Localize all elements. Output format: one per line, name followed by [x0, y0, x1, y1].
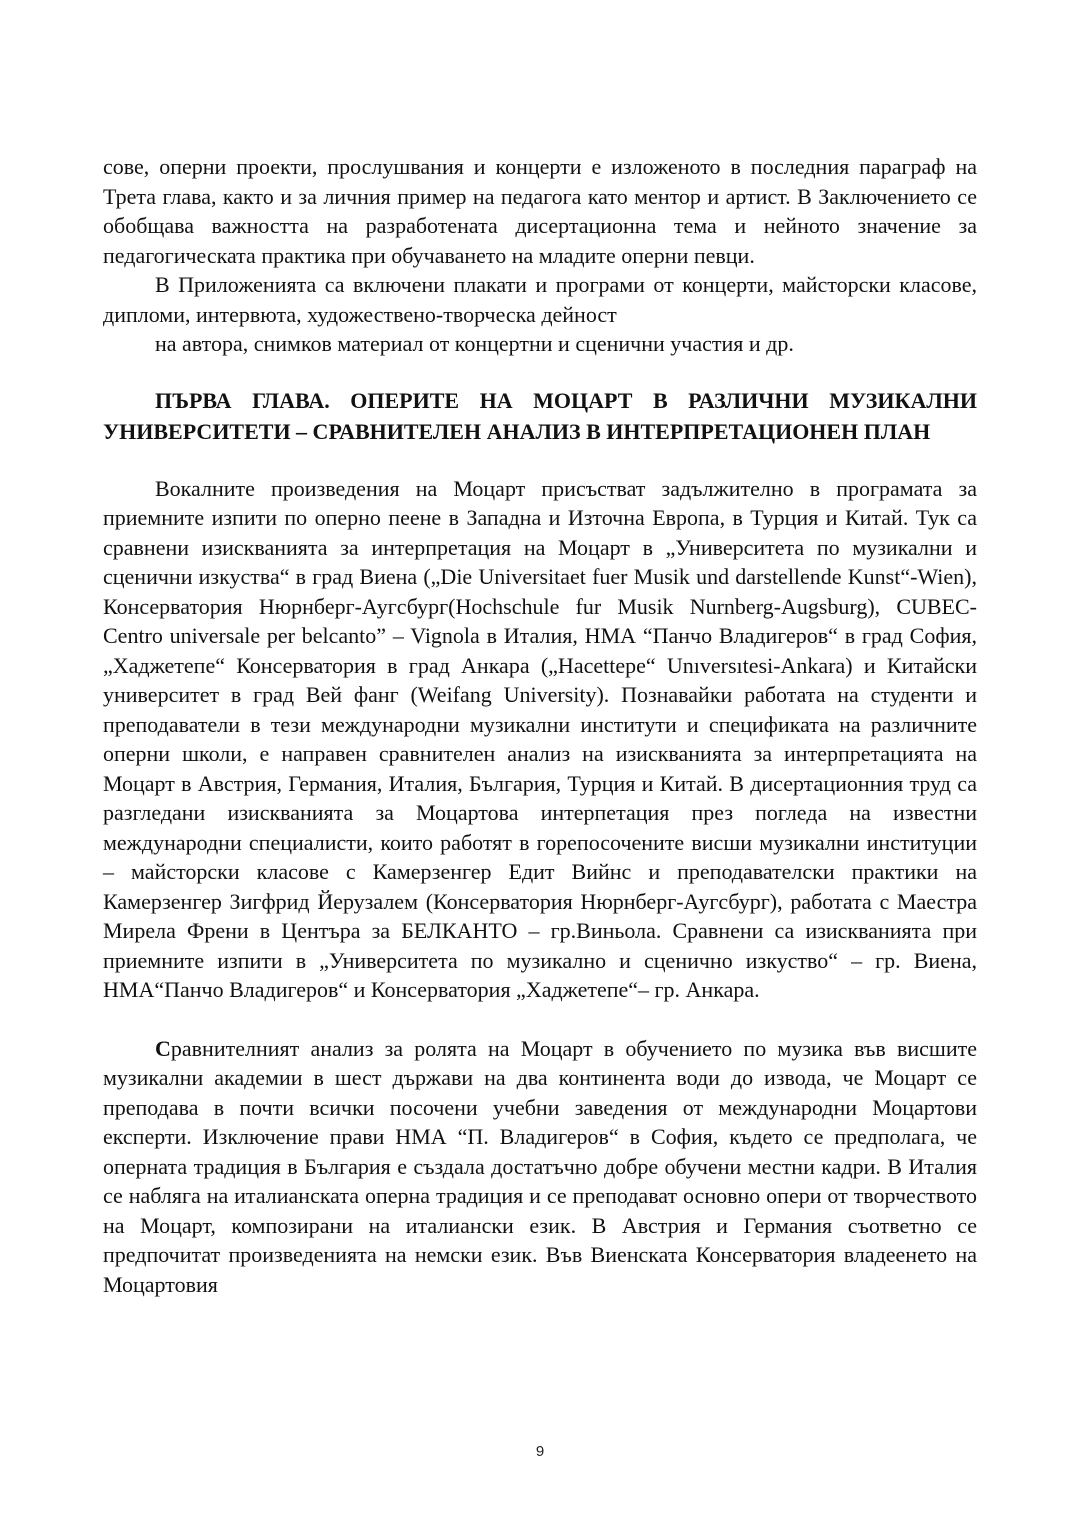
intro-paragraph: сове, оперни проекти, прослушвания и концерти е изложеното в последния параграф на Трета глава, както и за личния пример на педагога като ментор и артист. В Заключението се обобщава важността на разработената дисертационна тема и нейното значение за педагогическата практика при обучаването на младите оперни певци.: [103, 154, 977, 268]
paragraph-spacer: [103, 1005, 977, 1034]
page-number: 9: [535, 1443, 545, 1460]
chapter-heading: ПЪРВА ГЛАВА. ОПЕРИТЕ НА МОЦАРТ В РАЗЛИЧНИ МУЗИКАЛНИ УНИВЕРСИТЕТИ – СРАВНИТЕЛЕН АНАЛИЗ В ИНТЕРПРЕТАЦИОНЕН ПЛАН: [103, 387, 977, 444]
appendix-paragraph-line-2: на автора, снимков материал от концертни и сценични участия и др.: [155, 331, 794, 356]
comparison-first-letter: С: [155, 1035, 171, 1061]
document-page: [103, 152, 977, 1299]
comparison-paragraph: [103, 1034, 977, 1300]
appendix-paragraph-line-1: В Приложенията са включени плакати и програми от концерти, майсторски класове, дипломи, интервюта, художествено-творческа дейност: [103, 272, 977, 327]
chapter-paragraph: Вокалните произведения на Моцарт присъстват задължително в програмата за приемните изпити по оперно пеене в Западна и Източна Европа, в Турция и Китай. Тук са сравнени изискванията за интерпретация на Моцарт в „Университета по музикални и сценични изкуства“ в град Виена („Die Universitaet fuer Musik und darstellende Kunst“-Wien), Консерватория Нюрнберг-Аугсбург(Hochschule fur Musik Nurnberg-Augsburg), CUBEC-Centro universale per belcanto” – Vignola в Италия, НМА “Панчо Владигеров“ в град София, „Хаджетепе“ Консерватория в град Анкара („Hacettepe“ Unıversıtesi-Ankara) и Китайски университет в град Вей фанг (Weifang University). Познавайки работата на студенти и преподаватели в тези международни музикални институти и спецификата на различните оперни школи, е направен сравнителен анализ на изискванията за интерпретацията на Моцарт в Австрия, Германия, Италия, България, Турция и Китай. В дисертационния труд са разгледани изискванията за Моцартова интерпетация през погледа на известни международни специалисти, които работят в горепосочените висши музикални институции – майсторски класове с Камерзенгер Едит Вийнс и преподавателски практики на Камерзенгер Зигфрид Йерузалем (Консерватория Нюрнберг-Аугсбург), работата с Маестра Мирела Френи в Центъра за БЕЛКАНТО – гр.Виньола. Сравнени са изискванията при приемните изпити в „Университета по музикално и сценично изкуство“ – гр. Виена, НМА“Панчо Владигеров“ и Консерватория „Хаджетепе“– гр. Анкара.: [103, 475, 977, 1002]
comparison-paragraph-text: равнителният анализ за ролята на Моцарт в обучението по музика във висшите музикални академии в шест държави на два континента води до извода, че Моцарт се преподава в почти всички посочени учебни заведения от международни Моцартови експерти. Изключение прави НМА “П. Владигеров“ в София, където се предполага, че оперната традиция в България е създала достатъчно добре обучени местни кадри. В Италия се набляга на италианската оперна традиция и се преподават основно опери от творчеството на Моцарт, композирани на италиански език. В Австрия и Германия съответно се предпочитат произведенията на немски език. Във Виенската Консерватория владеенето на Моцартовия: [103, 1035, 977, 1297]
